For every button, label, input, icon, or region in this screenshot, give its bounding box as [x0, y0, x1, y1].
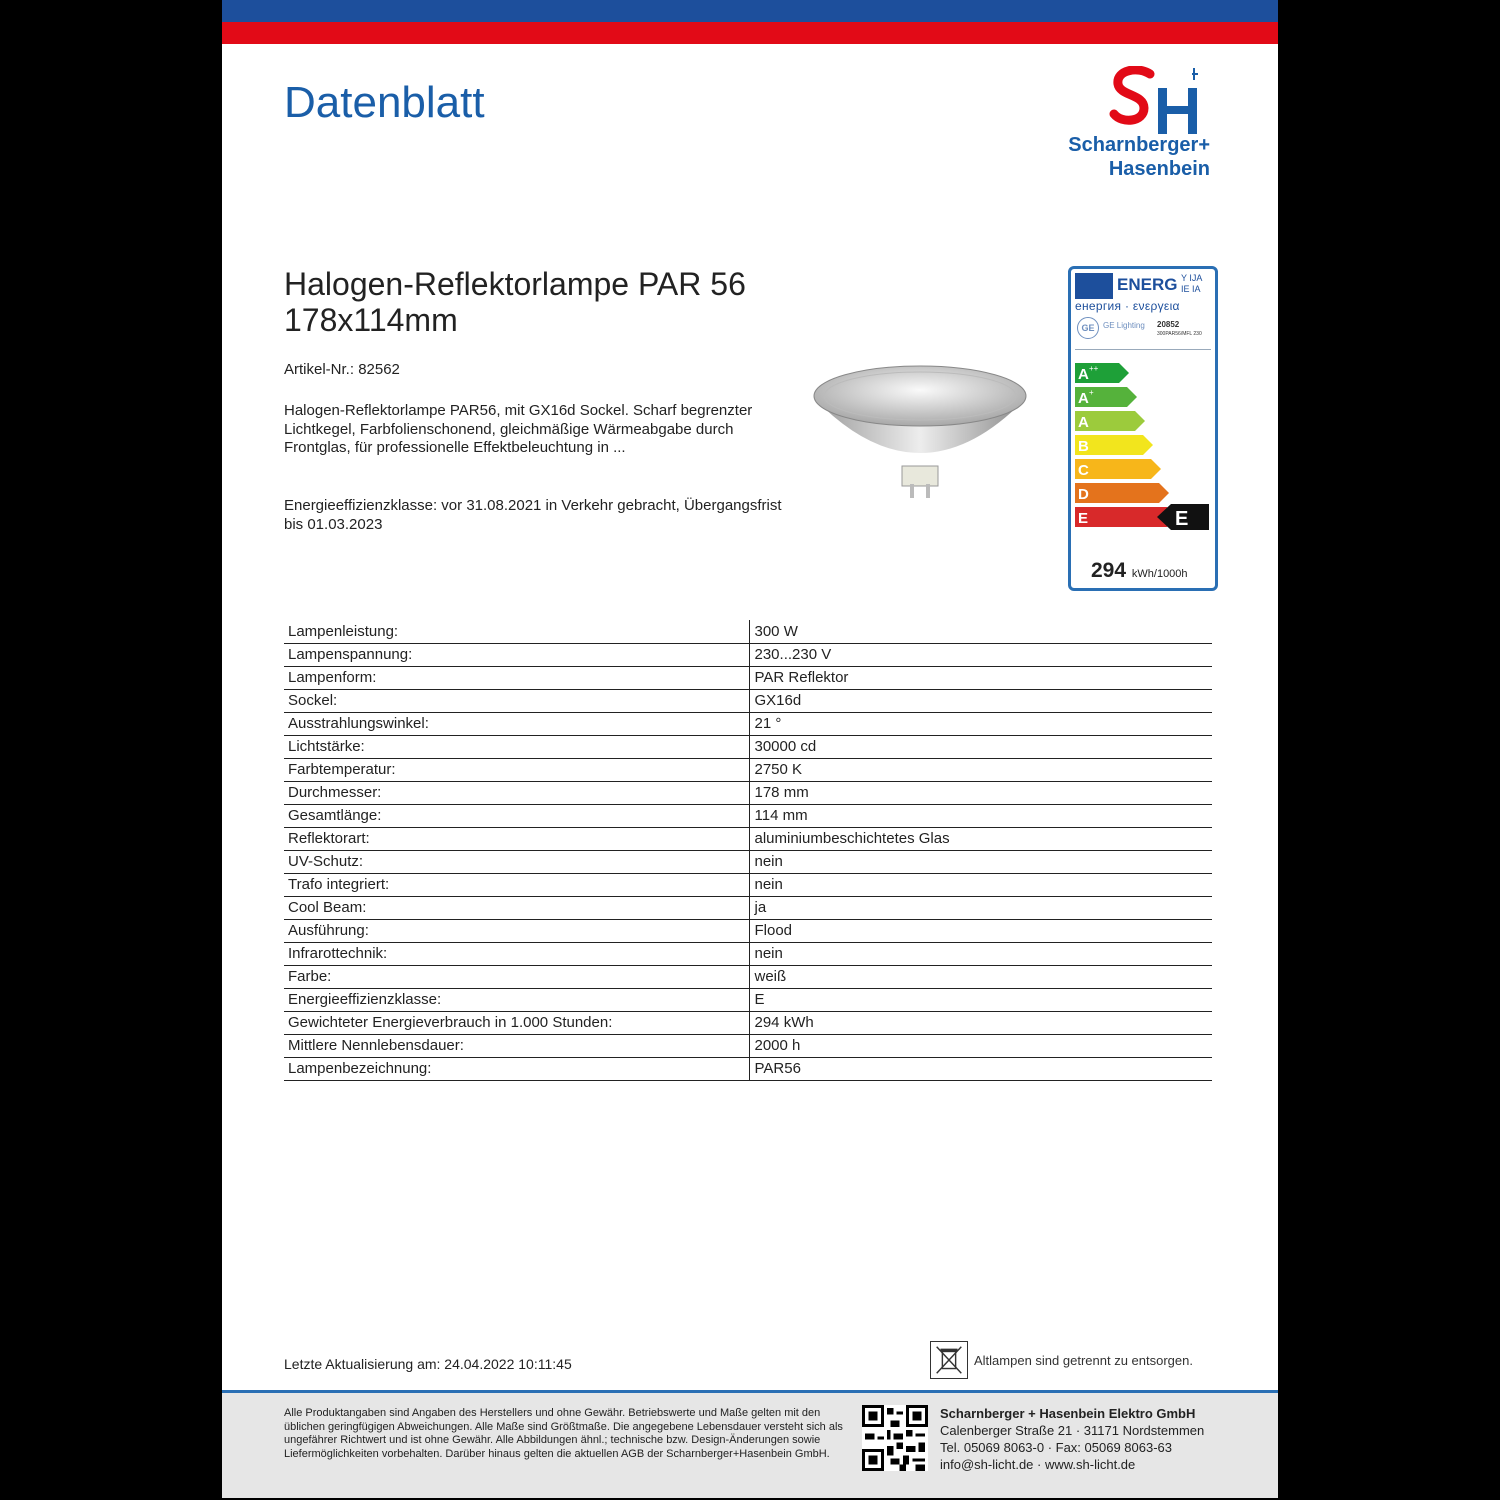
energy-class-sup: ++: [1089, 364, 1099, 373]
spec-value: 21 °: [749, 712, 1212, 735]
spec-label: Gesamtlänge:: [284, 804, 749, 827]
ge-logo-icon: GE: [1077, 317, 1099, 339]
header-bar-red: [222, 22, 1278, 44]
lamp-image: [810, 358, 1030, 508]
spec-row: [284, 735, 1212, 758]
energy-rating-label: E: [1175, 508, 1189, 530]
energy-class-sup: +: [1089, 388, 1094, 397]
product-description: Halogen-Reflektorlampe PAR56, mit GX16d Sockel. Scharf begrenzter Lichtkegel, Farbfolienschonend, gleichmäßige Wärmeabgabe durch Frontglas, für professionelle Effektbeleuchtung in ...: [284, 402, 753, 456]
spec-row: [284, 689, 1212, 712]
crossed-bin-icon: [930, 1341, 968, 1379]
spec-value: 2000 h: [749, 1034, 1212, 1057]
spec-row: [284, 827, 1212, 850]
spec-label: Durchmesser:: [284, 781, 749, 804]
footer-phone: Tel. 05069 8063-0 · Fax: 05069 8063-63: [940, 1440, 1173, 1455]
energy-class-label: A: [1078, 390, 1089, 407]
spec-value: GX16d: [749, 689, 1212, 712]
spec-table: [284, 620, 1212, 1081]
energy-class-bar: [1075, 459, 1161, 479]
spec-row: [284, 965, 1212, 988]
article-label: Artikel-Nr.:: [284, 361, 355, 378]
energy-label-brand: GE Lighting: [1103, 321, 1145, 330]
spec-label: UV-Schutz:: [284, 850, 749, 873]
spec-value: nein: [749, 942, 1212, 965]
energy-class-bar: [1075, 411, 1145, 431]
energy-class-label: B: [1078, 438, 1089, 455]
qr-code-icon[interactable]: [862, 1405, 928, 1471]
spec-row: [284, 643, 1212, 666]
document-title: Datenblatt: [284, 78, 485, 127]
spec-row: [284, 942, 1212, 965]
energy-label: [1068, 266, 1218, 591]
spec-label: Cool Beam:: [284, 896, 749, 919]
spec-row: [284, 1011, 1212, 1034]
energy-class-label: D: [1078, 486, 1089, 503]
spec-value: 2750 K: [749, 758, 1212, 781]
spec-value: Flood: [749, 919, 1212, 942]
spec-value: 30000 cd: [749, 735, 1212, 758]
header-bar-blue: [222, 0, 1278, 22]
product-title: Halogen-Reflektorlampe PAR 56 178x114mm: [284, 266, 746, 338]
spec-label: Lampenspannung:: [284, 643, 749, 666]
footer-web[interactable]: info@sh-licht.de · www.sh-licht.de: [940, 1457, 1136, 1472]
last-updated: Letzte Aktualisierung am: 24.04.2022 10:11:45: [284, 1356, 572, 1372]
spec-row: [284, 1057, 1212, 1080]
spec-value: E: [749, 988, 1212, 1011]
energy-class-bar: [1075, 363, 1129, 383]
spec-label: Lichtstärke:: [284, 735, 749, 758]
spec-row: [284, 758, 1212, 781]
footer-company-name: Scharnberger + Hasenbein Elektro GmbH: [940, 1406, 1196, 1421]
logo-name-line2: Hasenbein: [1108, 158, 1210, 180]
spec-label: Gewichteter Energieverbrauch in 1.000 Stunden:: [284, 1011, 749, 1034]
article-number: 82562: [358, 361, 400, 378]
energy-label-energ-variants: Y IJA IE IA: [1181, 273, 1202, 294]
spec-value: ja: [749, 896, 1212, 919]
energy-label-model-sub: 300PAR56/MFL 230: [1157, 331, 1202, 337]
energy-class-bar: [1075, 387, 1137, 407]
spec-row: [284, 781, 1212, 804]
spec-label: Ausstrahlungswinkel:: [284, 712, 749, 735]
disposal-note: Altlampen sind getrennt zu entsorgen.: [974, 1353, 1193, 1368]
energy-label-divider: [1075, 349, 1211, 350]
efficiency-note: Energieeffizienzklasse: vor 31.08.2021 in Verkehr gebracht, Übergangsfrist bis 01.03.2023: [284, 497, 782, 533]
spec-row: [284, 919, 1212, 942]
footer-legal-text: Alle Produktangaben sind Angaben des Herstellers und ohne Gewähr. Betriebswerte und Maße gelten mit den üblichen geringfügigen Abweichungen. Alle Maße sind Größtmaße. Die angegebene Lebensdauer versteht sich als ungefährer Richtwert und ist ohne Gewähr. Alle Abbildungen ähnl.; technische bzw. Design-Änderungen sowie Liefermöglichkeiten vorbehalten. Darüber hinaus gelten die aktuellen AGB der Scharnberger+Hasenbein GmbH.: [284, 1407, 843, 1460]
spec-label: Lampenleistung:: [284, 620, 749, 643]
logo-name-line1: Scharnberger+: [1068, 134, 1210, 156]
energy-class-label: A: [1078, 366, 1089, 383]
spec-row: [284, 712, 1212, 735]
article-number-row: [284, 361, 400, 378]
energy-label-header: [1075, 273, 1211, 301]
energy-label-energ: ENERG: [1117, 275, 1178, 294]
spec-value: 300 W: [749, 620, 1212, 643]
energy-consumption-unit: kWh/1000h: [1131, 568, 1188, 580]
energy-class-label: A: [1078, 414, 1089, 431]
spec-label: Mittlere Nennlebensdauer:: [284, 1034, 749, 1057]
spec-label: Farbtemperatur:: [284, 758, 749, 781]
spec-row: [284, 620, 1212, 643]
spec-label: Ausführung:: [284, 919, 749, 942]
spec-row: [284, 850, 1212, 873]
spec-row: [284, 804, 1212, 827]
footer: [222, 1390, 1278, 1498]
spec-label: Lampenbezeichnung:: [284, 1057, 749, 1080]
spec-row: [284, 666, 1212, 689]
footer-address: Calenberger Straße 21 · 31171 Nordstemmen: [940, 1423, 1205, 1438]
spec-row: [284, 1034, 1212, 1057]
company-logo: [980, 66, 1220, 184]
spec-value: 294 kWh: [749, 1011, 1212, 1034]
spec-label: Lampenform:: [284, 666, 749, 689]
spec-label: Sockel:: [284, 689, 749, 712]
spec-value: PAR56: [749, 1057, 1212, 1080]
energy-class-label: C: [1078, 462, 1089, 479]
energy-class-scale: [1071, 361, 1217, 541]
energy-class-bar: [1075, 435, 1153, 455]
energy-label-multilingual: енергия · ενεργεια: [1075, 299, 1180, 313]
spec-label: Farbe:: [284, 965, 749, 988]
datasheet-page: [222, 0, 1278, 1498]
spec-value: 230...230 V: [749, 643, 1212, 666]
spec-value: PAR Reflektor: [749, 666, 1212, 689]
spec-label: Infrarottechnik:: [284, 942, 749, 965]
spec-label: Energieeffizienzklasse:: [284, 988, 749, 1011]
spec-value: aluminiumbeschichtetes Glas: [749, 827, 1212, 850]
spec-label: Reflektorart:: [284, 827, 749, 850]
spec-row: [284, 873, 1212, 896]
spec-value: nein: [749, 873, 1212, 896]
footer-company: [940, 1405, 1204, 1473]
spec-value: weiß: [749, 965, 1212, 988]
energy-label-model: 20852: [1157, 320, 1180, 329]
eu-flag-icon: [1075, 273, 1113, 299]
energy-class-label: E: [1078, 510, 1089, 527]
sh-logo-icon: [1108, 66, 1208, 138]
energy-class-bar: [1075, 483, 1169, 503]
spec-row: [284, 896, 1212, 919]
spec-value: nein: [749, 850, 1212, 873]
spec-value: 178 mm: [749, 781, 1212, 804]
spec-value: 114 mm: [749, 804, 1212, 827]
energy-consumption: [1091, 559, 1188, 583]
energy-consumption-value: 294: [1091, 559, 1127, 582]
spec-row: [284, 988, 1212, 1011]
spec-label: Trafo integriert:: [284, 873, 749, 896]
